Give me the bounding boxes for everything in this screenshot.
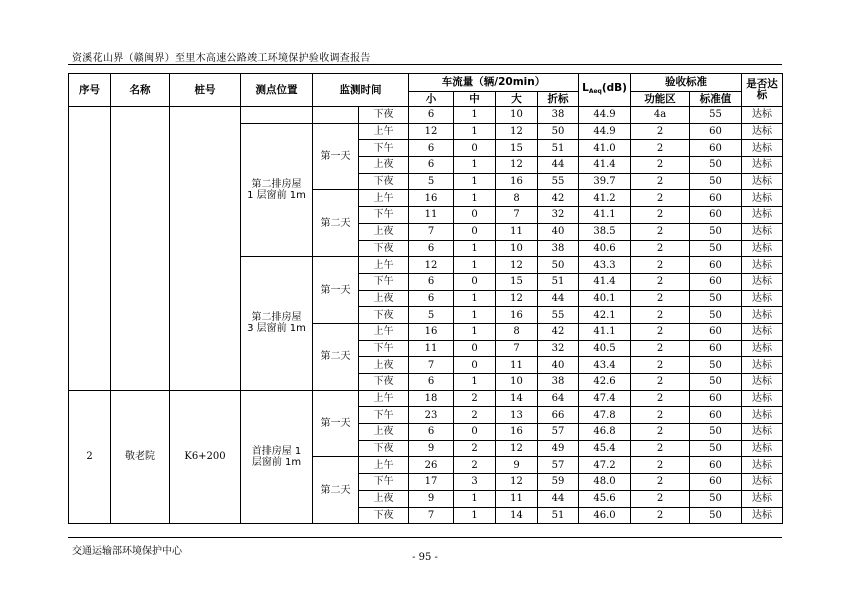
standard-limit-value: 60 [690, 123, 742, 140]
medium-vehicle-count: 0 [454, 340, 496, 357]
laeq-value: 44.9 [579, 107, 631, 124]
name-cell [111, 107, 170, 391]
converted-count: 51 [538, 140, 579, 157]
function-zone-value: 2 [631, 323, 690, 340]
meets-standard-value: 达标 [742, 257, 783, 274]
medium-vehicle-count: 1 [454, 490, 496, 507]
standard-limit-value: 60 [690, 257, 742, 274]
medium-vehicle-count: 1 [454, 190, 496, 207]
converted-count: 57 [538, 424, 579, 441]
large-vehicle-count: 11 [496, 223, 538, 240]
laeq-value: 41.4 [579, 273, 631, 290]
medium-vehicle-count: 0 [454, 223, 496, 240]
stake-cell: K6+200 [170, 390, 241, 524]
meets-standard-value: 达标 [742, 173, 783, 190]
large-vehicle-count: 10 [496, 374, 538, 391]
page-number: - 95 - [412, 552, 438, 563]
period-cell: 上午 [359, 323, 409, 340]
standard-limit-value: 60 [690, 273, 742, 290]
function-zone-value: 2 [631, 440, 690, 457]
converted-count: 66 [538, 407, 579, 424]
small-vehicle-count: 16 [409, 190, 454, 207]
converted-count: 55 [538, 307, 579, 324]
meets-standard-value: 达标 [742, 424, 783, 441]
large-vehicle-count: 12 [496, 257, 538, 274]
header-laeq-letter: L [582, 82, 589, 94]
small-vehicle-count: 9 [409, 440, 454, 457]
meets-standard-value: 达标 [742, 240, 783, 257]
medium-vehicle-count: 3 [454, 474, 496, 491]
function-zone-value: 2 [631, 190, 690, 207]
header-monitor-time: 监测时间 [313, 74, 409, 107]
large-vehicle-count: 16 [496, 307, 538, 324]
medium-vehicle-count: 2 [454, 457, 496, 474]
header-small-vehicles: 小 [409, 92, 454, 107]
converted-count: 50 [538, 123, 579, 140]
medium-vehicle-count: 1 [454, 257, 496, 274]
meets-standard-value: 达标 [742, 323, 783, 340]
period-cell: 上夜 [359, 357, 409, 374]
measure-point-cell [241, 257, 313, 391]
table-row [69, 107, 783, 124]
measure-point-line: 第二排房屋 [251, 178, 302, 190]
small-vehicle-count: 18 [409, 390, 454, 407]
laeq-value: 47.2 [579, 457, 631, 474]
small-vehicle-count: 11 [409, 207, 454, 224]
converted-count: 38 [538, 374, 579, 391]
converted-count: 32 [538, 340, 579, 357]
laeq-value: 48.0 [579, 474, 631, 491]
large-vehicle-count: 12 [496, 123, 538, 140]
laeq-value: 43.4 [579, 357, 631, 374]
function-zone-value: 2 [631, 207, 690, 224]
header-laeq-unit: (dB) [601, 82, 627, 94]
large-vehicle-count: 12 [496, 157, 538, 174]
laeq-value: 45.4 [579, 440, 631, 457]
large-vehicle-count: 10 [496, 240, 538, 257]
large-vehicle-count: 10 [496, 107, 538, 124]
small-vehicle-count: 5 [409, 173, 454, 190]
period-cell: 下午 [359, 273, 409, 290]
standard-limit-value: 60 [690, 323, 742, 340]
converted-count: 49 [538, 440, 579, 457]
standard-limit-value: 50 [690, 307, 742, 324]
meets-standard-value: 达标 [742, 123, 783, 140]
function-zone-value: 2 [631, 424, 690, 441]
period-cell: 上午 [359, 123, 409, 140]
converted-count: 59 [538, 474, 579, 491]
small-vehicle-count: 6 [409, 424, 454, 441]
measure-point-line: 3 层窗前 1m [247, 323, 306, 335]
small-vehicle-count: 6 [409, 140, 454, 157]
period-cell: 下午 [359, 140, 409, 157]
medium-vehicle-count: 2 [454, 407, 496, 424]
measure-point-line: 层窗前 1m [251, 456, 302, 468]
period-cell: 上午 [359, 190, 409, 207]
laeq-value: 41.4 [579, 157, 631, 174]
small-vehicle-count: 23 [409, 407, 454, 424]
converted-count: 51 [538, 273, 579, 290]
small-vehicle-count: 17 [409, 474, 454, 491]
header-large-vehicles: 大 [496, 92, 538, 107]
medium-vehicle-count: 1 [454, 307, 496, 324]
laeq-value: 47.8 [579, 407, 631, 424]
medium-vehicle-count: 0 [454, 424, 496, 441]
period-cell: 下夜 [359, 507, 409, 524]
meets-standard-value: 达标 [742, 457, 783, 474]
small-vehicle-count: 7 [409, 507, 454, 524]
function-zone-value: 2 [631, 257, 690, 274]
small-vehicle-count: 11 [409, 340, 454, 357]
meets-standard-value: 达标 [742, 107, 783, 124]
converted-count: 40 [538, 223, 579, 240]
standard-limit-value: 60 [690, 474, 742, 491]
large-vehicle-count: 16 [496, 424, 538, 441]
measure-point-cell [241, 123, 313, 257]
day-cell: 第二天 [313, 457, 359, 524]
period-cell: 上夜 [359, 223, 409, 240]
meets-standard-value: 达标 [742, 490, 783, 507]
function-zone-value: 2 [631, 507, 690, 524]
small-vehicle-count: 12 [409, 123, 454, 140]
period-cell: 下夜 [359, 240, 409, 257]
day-cell: 第一天 [313, 257, 359, 324]
header-medium-vehicles: 中 [454, 92, 496, 107]
medium-vehicle-count: 2 [454, 390, 496, 407]
medium-vehicle-count: 1 [454, 157, 496, 174]
laeq-value: 39.7 [579, 173, 631, 190]
large-vehicle-count: 7 [496, 340, 538, 357]
small-vehicle-count: 7 [409, 357, 454, 374]
converted-count: 38 [538, 107, 579, 124]
header-function-zone: 功能区 [631, 92, 690, 107]
day-cell: 第二天 [313, 323, 359, 390]
small-vehicle-count: 9 [409, 490, 454, 507]
header-stake: 桩号 [170, 74, 241, 107]
large-vehicle-count: 12 [496, 440, 538, 457]
large-vehicle-count: 13 [496, 407, 538, 424]
converted-count: 44 [538, 157, 579, 174]
function-zone-value: 2 [631, 340, 690, 357]
medium-vehicle-count: 1 [454, 323, 496, 340]
medium-vehicle-count: 1 [454, 107, 496, 124]
serial-no-cell [69, 107, 111, 391]
small-vehicle-count: 26 [409, 457, 454, 474]
period-cell: 上夜 [359, 424, 409, 441]
large-vehicle-count: 12 [496, 474, 538, 491]
function-zone-value: 2 [631, 390, 690, 407]
standard-limit-value: 50 [690, 357, 742, 374]
period-cell: 下夜 [359, 440, 409, 457]
period-cell: 上夜 [359, 290, 409, 307]
header-serial-no: 序号 [69, 74, 111, 107]
header-standard-value: 标准值 [690, 92, 742, 107]
period-cell: 上夜 [359, 157, 409, 174]
large-vehicle-count: 15 [496, 273, 538, 290]
function-zone-value: 4a [631, 107, 690, 124]
standard-limit-value: 50 [690, 240, 742, 257]
function-zone-value: 2 [631, 474, 690, 491]
function-zone-value: 2 [631, 273, 690, 290]
header-laeq-subscript: Aeq [588, 88, 602, 95]
function-zone-value: 2 [631, 240, 690, 257]
large-vehicle-count: 14 [496, 390, 538, 407]
stake-cell [170, 107, 241, 391]
header-converted: 折标 [538, 92, 579, 107]
laeq-value: 38.5 [579, 223, 631, 240]
standard-limit-value: 50 [690, 490, 742, 507]
standard-limit-value: 60 [690, 207, 742, 224]
serial-no-cell: 2 [69, 390, 111, 524]
period-cell: 上午 [359, 457, 409, 474]
period-cell: 下夜 [359, 374, 409, 391]
large-vehicle-count: 9 [496, 457, 538, 474]
laeq-value: 41.0 [579, 140, 631, 157]
small-vehicle-count: 5 [409, 307, 454, 324]
meets-standard-value: 达标 [742, 374, 783, 391]
footer-organization: 交通运输部环境保护中心 [72, 546, 182, 557]
period-cell: 下夜 [359, 173, 409, 190]
day-cell: 第一天 [313, 390, 359, 457]
standard-limit-value: 50 [690, 157, 742, 174]
meets-standard-value: 达标 [742, 273, 783, 290]
converted-count: 40 [538, 357, 579, 374]
period-cell: 上夜 [359, 490, 409, 507]
converted-count: 44 [538, 490, 579, 507]
standard-limit-value: 50 [690, 440, 742, 457]
day-cell [313, 107, 359, 124]
converted-count: 32 [538, 207, 579, 224]
function-zone-value: 2 [631, 490, 690, 507]
laeq-value: 40.6 [579, 240, 631, 257]
noise-monitoring-table [68, 73, 783, 524]
day-cell: 第一天 [313, 123, 359, 190]
laeq-value: 44.9 [579, 123, 631, 140]
small-vehicle-count: 6 [409, 273, 454, 290]
period-cell: 下午 [359, 407, 409, 424]
small-vehicle-count: 6 [409, 374, 454, 391]
footer-rule [68, 537, 782, 538]
standard-limit-value: 50 [690, 374, 742, 391]
converted-count: 38 [538, 240, 579, 257]
meets-standard-value: 达标 [742, 207, 783, 224]
header-meets-standard: 是否达标 [742, 74, 783, 107]
measure-point-line: 第二排房屋 [251, 312, 302, 324]
header-traffic-flow: 车流量（辆/20min） [409, 74, 579, 92]
converted-count: 51 [538, 507, 579, 524]
large-vehicle-count: 11 [496, 357, 538, 374]
standard-limit-value: 50 [690, 290, 742, 307]
converted-count: 42 [538, 190, 579, 207]
laeq-value: 46.0 [579, 507, 631, 524]
meets-standard-value: 达标 [742, 290, 783, 307]
period-cell: 下午 [359, 474, 409, 491]
period-cell: 上午 [359, 257, 409, 274]
header-acceptance-standard: 验收标准 [631, 74, 742, 92]
function-zone-value: 2 [631, 307, 690, 324]
function-zone-value: 2 [631, 173, 690, 190]
converted-count: 57 [538, 457, 579, 474]
medium-vehicle-count: 1 [454, 123, 496, 140]
function-zone-value: 2 [631, 290, 690, 307]
period-cell: 下午 [359, 207, 409, 224]
period-cell: 下夜 [359, 107, 409, 124]
large-vehicle-count: 14 [496, 507, 538, 524]
laeq-value: 40.1 [579, 290, 631, 307]
standard-limit-value: 60 [690, 407, 742, 424]
medium-vehicle-count: 2 [454, 440, 496, 457]
period-cell: 下夜 [359, 307, 409, 324]
converted-count: 42 [538, 323, 579, 340]
standard-limit-value: 50 [690, 507, 742, 524]
large-vehicle-count: 8 [496, 190, 538, 207]
meets-standard-value: 达标 [742, 440, 783, 457]
standard-limit-value: 50 [690, 424, 742, 441]
function-zone-value: 2 [631, 123, 690, 140]
standard-limit-value: 60 [690, 390, 742, 407]
standard-limit-value: 50 [690, 173, 742, 190]
large-vehicle-count: 7 [496, 207, 538, 224]
meets-standard-value: 达标 [742, 157, 783, 174]
standard-limit-value: 60 [690, 140, 742, 157]
laeq-value: 42.1 [579, 307, 631, 324]
standard-limit-value: 60 [690, 190, 742, 207]
measure-point-cell [241, 107, 313, 124]
medium-vehicle-count: 1 [454, 173, 496, 190]
medium-vehicle-count: 1 [454, 240, 496, 257]
small-vehicle-count: 6 [409, 157, 454, 174]
meets-standard-value: 达标 [742, 223, 783, 240]
laeq-value: 45.6 [579, 490, 631, 507]
meets-standard-value: 达标 [742, 407, 783, 424]
meets-standard-value: 达标 [742, 357, 783, 374]
laeq-value: 41.2 [579, 190, 631, 207]
large-vehicle-count: 12 [496, 290, 538, 307]
function-zone-value: 2 [631, 157, 690, 174]
function-zone-value: 2 [631, 407, 690, 424]
medium-vehicle-count: 1 [454, 374, 496, 391]
measure-point-line: 1 层窗前 1m [247, 189, 306, 201]
standard-limit-value: 55 [690, 107, 742, 124]
function-zone-value: 2 [631, 223, 690, 240]
meets-standard-value: 达标 [742, 307, 783, 324]
medium-vehicle-count: 1 [454, 507, 496, 524]
converted-count: 64 [538, 390, 579, 407]
header-rule [68, 64, 782, 65]
meets-standard-value: 达标 [742, 474, 783, 491]
medium-vehicle-count: 1 [454, 290, 496, 307]
table-row [69, 390, 783, 407]
measure-point-cell [241, 390, 313, 524]
small-vehicle-count: 6 [409, 290, 454, 307]
laeq-value: 43.3 [579, 257, 631, 274]
large-vehicle-count: 16 [496, 173, 538, 190]
large-vehicle-count: 11 [496, 490, 538, 507]
small-vehicle-count: 6 [409, 107, 454, 124]
header-laeq [579, 74, 631, 107]
small-vehicle-count: 16 [409, 323, 454, 340]
standard-limit-value: 50 [690, 223, 742, 240]
function-zone-value: 2 [631, 140, 690, 157]
meets-standard-value: 达标 [742, 190, 783, 207]
converted-count: 50 [538, 257, 579, 274]
large-vehicle-count: 8 [496, 323, 538, 340]
small-vehicle-count: 12 [409, 257, 454, 274]
measure-point-line: 首排房屋 1 [251, 445, 302, 457]
small-vehicle-count: 7 [409, 223, 454, 240]
laeq-value: 42.6 [579, 374, 631, 391]
standard-limit-value: 60 [690, 340, 742, 357]
laeq-value: 47.4 [579, 390, 631, 407]
laeq-value: 40.5 [579, 340, 631, 357]
function-zone-value: 2 [631, 457, 690, 474]
laeq-value: 41.1 [579, 207, 631, 224]
laeq-value: 46.8 [579, 424, 631, 441]
meets-standard-value: 达标 [742, 340, 783, 357]
converted-count: 55 [538, 173, 579, 190]
period-cell: 上午 [359, 390, 409, 407]
period-cell: 下午 [359, 340, 409, 357]
laeq-value: 41.1 [579, 323, 631, 340]
medium-vehicle-count: 0 [454, 140, 496, 157]
report-header-title: 资溪花山界（赣闽界）至里木高速公路竣工环境保护验收调查报告 [72, 53, 371, 64]
meets-standard-value: 达标 [742, 390, 783, 407]
medium-vehicle-count: 0 [454, 207, 496, 224]
day-cell: 第二天 [313, 190, 359, 257]
function-zone-value: 2 [631, 374, 690, 391]
header-name: 名称 [111, 74, 170, 107]
small-vehicle-count: 6 [409, 240, 454, 257]
converted-count: 44 [538, 290, 579, 307]
medium-vehicle-count: 0 [454, 357, 496, 374]
large-vehicle-count: 15 [496, 140, 538, 157]
standard-limit-value: 60 [690, 457, 742, 474]
header-measure-point: 测点位置 [241, 74, 313, 107]
name-cell: 敬老院 [111, 390, 170, 524]
meets-standard-value: 达标 [742, 140, 783, 157]
meets-standard-value: 达标 [742, 507, 783, 524]
medium-vehicle-count: 0 [454, 273, 496, 290]
function-zone-value: 2 [631, 357, 690, 374]
